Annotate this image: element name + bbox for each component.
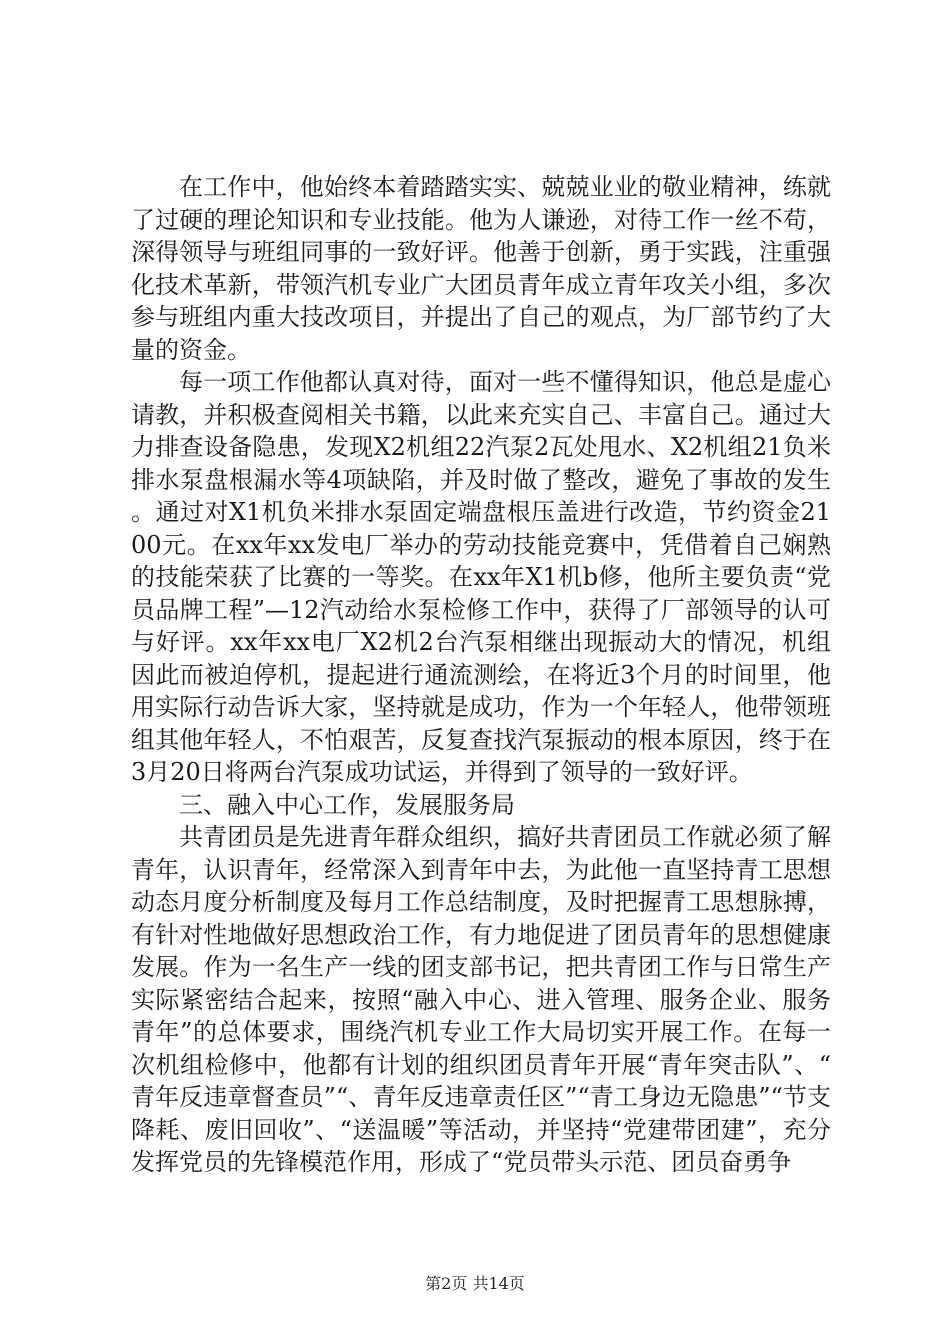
document-body: [131, 171, 831, 1179]
paragraph-achievements: 每一项工作他都认真对待，面对一些不懂得知识，他总是虚心请教，并积极查阅相关书籍，以此来充实自己、丰富自己。通过大力排查设备隐患，发现X2机组22汽泵2瓦处甩水、X2机组21负米排水泵盘根漏水等4项缺陷，并及时做了整改，避免了事故的发生。通过对X1机负米排水泵固定端盘根压盖进行改造，节约资金2100元。在xx年xx发电厂举办的劳动技能竞赛中，凭借着自己娴熟的技能荣获了比赛的一等奖。在xx年X1机b修，他所主要负责“党员品牌工程”—12汽动给水泵检修工作中，获得了厂部领导的认可与好评。xx年xx电厂X2机2台汽泵相继出现振动大的情况，机组因此而被迫停机，提起进行通流测绘，在将近3个月的时间里，他用实际行动告诉大家，坚持就是成功，作为一个年轻人，他带领班组其他年轻人，不怕艰苦，反复查找汽泵振动的根本原因，终于在3月20日将两台汽泵成功试运，并得到了领导的一致好评。: [131, 368, 831, 786]
section-heading: 三、融入中心工作，发展服务局: [179, 790, 515, 819]
page-footer: 第2页 共14页: [425, 1274, 525, 1293]
paragraph-work-attitude: 在工作中，他始终本着踏踏实实、兢兢业业的敬业精神，练就了过硬的理论知识和专业技能。他为人谦逊，对待工作一丝不苟，深得领导与班组同事的一致好评。他善于创新，勇于实践，注重强化技术革新，带领汽机专业广大团员青年成立青年攻关小组，多次参与班组内重大技改项目，并提出了自己的观点，为厂部节约了大量的资金。: [131, 173, 831, 364]
paragraph-youth-work: 共青团员是先进青年群众组织，搞好共青团员工作就必须了解青年，认识青年，经常深入到青年中去，为此他一直坚持青工思想动态月度分析制度及每月工作总结制度，及时把握青工思想脉搏，有针对性地做好思想政治工作，有力地促进了团员青年的思想健康发展。作为一名生产一线的团支部书记，把共青团工作与日常生产实际紧密结合起来，按照“融入中心、进入管理、服务企业、服务青年”的总体要求，围绕汽机专业工作大局切实开展工作。在每一次机组检修中，他都有计划的组织团员青年开展“青年突击队”、“青年反违章督查员”“、青年反违章责任区”“青工身边无隐患”“节支降耗、废旧回收”、“送温暖”等活动，并坚持“党建带团建”，充分发挥党员的先锋模范作用，形成了“党员带头示范、团员奋勇争: [131, 823, 831, 1176]
